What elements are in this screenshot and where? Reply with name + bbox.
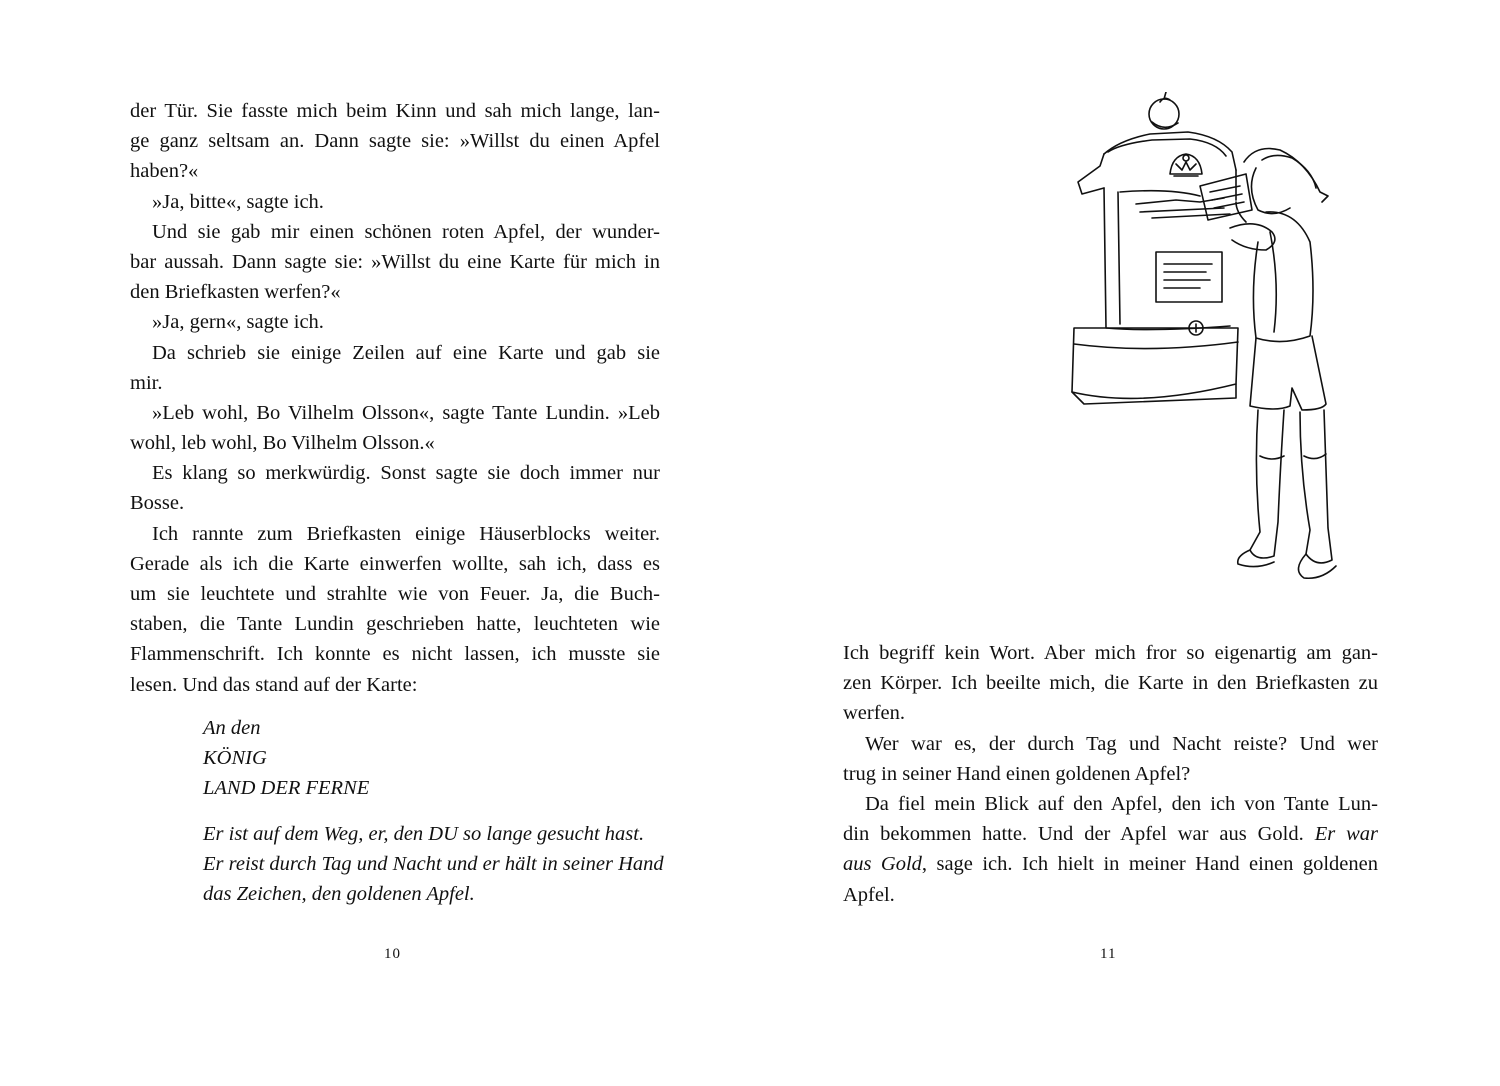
card-line: KÖNIG bbox=[203, 747, 267, 770]
card-line: das Zeichen, den goldenen Apfel. bbox=[203, 883, 475, 906]
text-line: haben?« bbox=[130, 160, 199, 183]
card-message bbox=[203, 819, 663, 910]
text-line: wohl, leb wohl, Bo Vilhelm Olsson.« bbox=[130, 432, 435, 455]
text-line: Ich rannte zum Briefkasten einige Häuserblocks weiter. bbox=[152, 522, 660, 545]
text-line: Bosse. bbox=[130, 492, 185, 515]
text-line: Es klang so merkwürdig. Sonst sagte sie doch immer nur bbox=[152, 462, 660, 485]
text-line: staben, die Tante Lundin geschrieben hatte, leuchteten wie bbox=[130, 613, 660, 636]
text-line: Wer war es, der durch Tag und Nacht reiste? Und wer bbox=[865, 732, 1378, 755]
page-number-right: 11 bbox=[1100, 946, 1117, 962]
text-line: »Ja, gern«, sagte ich. bbox=[152, 311, 324, 334]
text-line: der Tür. Sie fasste mich beim Kinn und sah mich lange, lan- bbox=[130, 100, 660, 122]
text-line: Da schrieb sie einige Zeilen auf eine Karte und gab sie bbox=[152, 341, 660, 364]
text-line: Flammenschrift. Ich konnte es nicht lassen, ich musste sie bbox=[130, 643, 660, 666]
text-line: Apfel. bbox=[843, 883, 895, 906]
page-number-left: 10 bbox=[384, 946, 401, 962]
text-line: Da fiel mein Blick auf den Apfel, den ich von Tante Lun- bbox=[865, 792, 1378, 815]
text-segment: , sage ich. Ich hielt in meiner Hand einen goldenen bbox=[921, 853, 1378, 876]
card-line: LAND DER FERNE bbox=[203, 777, 370, 800]
text-line: trug in seiner Hand einen goldenen Apfel? bbox=[843, 762, 1191, 785]
text-line: den Briefkasten werfen?« bbox=[130, 281, 341, 304]
text-line: lesen. Und das stand auf der Karte: bbox=[130, 673, 418, 696]
italic-emphasis: Er war bbox=[1314, 823, 1379, 846]
text-line: um sie leuchtete und strahlte wie von Feuer. Ja, die Buch- bbox=[130, 583, 660, 605]
left-page bbox=[130, 0, 664, 1086]
italic-emphasis: aus Gold bbox=[843, 853, 922, 876]
right-page-text bbox=[843, 638, 1378, 910]
text-line: bar aussah. Dann sagte sie: »Willst du eine Karte für mich in bbox=[130, 250, 660, 273]
text-line: »Ja, bitte«, sagte ich. bbox=[152, 190, 324, 213]
right-page bbox=[843, 0, 1378, 1086]
text-line: mir. bbox=[130, 371, 163, 394]
card-line: Er reist durch Tag und Nacht und er hält in seiner Hand bbox=[203, 853, 664, 876]
text-line: Und sie gab mir einen schönen roten Apfel, der wunder- bbox=[152, 220, 660, 243]
left-page-text bbox=[130, 96, 660, 700]
card-line: An den bbox=[203, 717, 261, 739]
text-line: »Leb wohl, Bo Vilhelm Olsson«, sagte Tante Lundin. »Leb bbox=[152, 401, 660, 424]
text-line-mixed bbox=[843, 849, 1378, 879]
text-line-mixed bbox=[843, 819, 1378, 849]
text-line: werfen. bbox=[843, 702, 906, 725]
text-line: Gerade als ich die Karte einwerfen wollte, sah ich, dass es bbox=[130, 552, 660, 575]
card-address bbox=[203, 713, 663, 804]
text-line: Ich begriff kein Wort. Aber mich fror so eigenartig am gan- bbox=[843, 642, 1378, 664]
text-segment: din bekommen hatte. Und der Apfel war aus Gold. bbox=[843, 823, 1304, 846]
text-line: zen Körper. Ich beeilte mich, die Karte in den Briefkasten zu bbox=[843, 672, 1378, 695]
card-line: Er ist auf dem Weg, er, den DU so lange gesucht hast. bbox=[203, 823, 645, 845]
text-line: ge ganz seltsam an. Dann sagte sie: »Willst du einen Apfel bbox=[130, 130, 660, 153]
